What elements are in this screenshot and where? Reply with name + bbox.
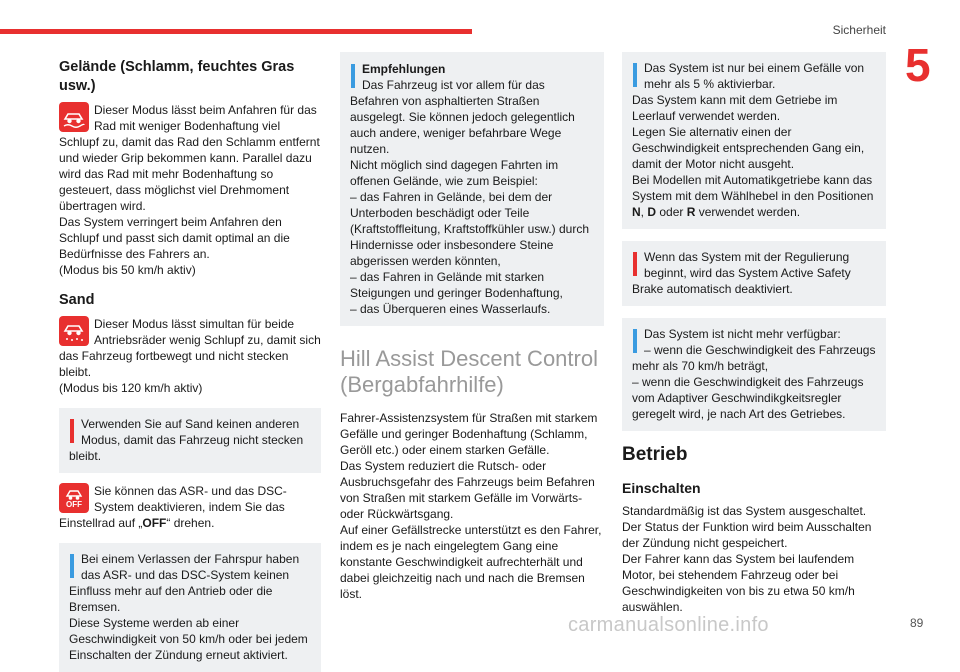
info-na-text-3: – wenn die Geschwindigkeit des Fahrzeugs vom Adaptiver Geschwindikgkeitsregler geregelt wird, je nach Art des Getriebes. — [632, 375, 864, 421]
asr-text: Sie können das ASR- und das DSC-System deaktivieren, indem Sie das Einstellrad auf „OFF“ drehen. — [59, 484, 287, 530]
gelaende-note: (Modus bis 50 km/h aktiv) — [59, 263, 196, 277]
recommendations-text-4: – das Fahren in Gelände mit starken Steigungen und geringer Bodenhaftung, — [350, 270, 563, 300]
hill-text-1: Fahrer-Assistenzsystem für Straßen mit starkem Gefälle und geringer Bodenhaftung (Schlamm, Geröll etc.) oder einem starken Gefälle. — [340, 411, 598, 457]
info-box-slope — [622, 52, 886, 229]
page-number: 89 — [910, 616, 924, 630]
info-icon — [70, 554, 74, 578]
recommendations-text-5: – das Überqueren eines Wasserlaufs. — [350, 302, 551, 316]
header-red-bar — [0, 29, 472, 34]
heading-gelaende: Gelände (Schlamm, feuchtes Gras usw.) — [59, 59, 295, 94]
warning-box-brake — [622, 241, 886, 306]
off-label: OFF — [66, 500, 82, 509]
recommendations-text-2: Nicht möglich sind dagegen Fahrten im offenen Gelände, wie zum Beispiel: — [350, 158, 559, 188]
info-box-recommendations — [340, 52, 604, 326]
gelaende-block — [59, 102, 321, 214]
sand-text: Dieser Modus lässt simultan für beide Antriebsräder wenig Schlupf zu, damit sich das Fahrzeug fortbewegt und nicht stecken bleibt. — [59, 317, 321, 379]
mud-mode-icon — [59, 102, 89, 132]
gelaende-text: Dieser Modus lässt beim Anfahren für das Rad mit weniger Bodenhaftung viel Schlupf zu, damit das Rad den Schlamm entfernt und wieder Grip bekommen kann. Parallel dazu wird das Rad mit mehr Bodenhaftung so gesteuert, dass möglichst viel Drehmoment übertragen wird. — [59, 103, 320, 213]
info-na-text-1: Das System ist nicht mehr verfügbar: — [644, 327, 841, 341]
recommendations-text-1: Das Fahrzeug ist vor allem für das Befahren von asphaltierten Straßen ausgelegt. Sie können jedoch gelegentlich auch andere, weniger befahrbare Wege nutzen. — [350, 78, 575, 156]
info-na-text-2: – wenn die Geschwindigkeit des Fahrzeugs mehr als 70 km/h beträgt, — [632, 343, 876, 373]
sand-note: (Modus bis 120 km/h aktiv) — [59, 381, 203, 395]
column-middle — [340, 52, 604, 602]
heading-hill-assist: Hill Assist Descent Control (Bergabfahrhilfe) — [340, 346, 598, 397]
recommendations-title: Empfehlungen — [362, 62, 446, 76]
chapter-number: 5 — [905, 39, 931, 91]
warning-icon — [70, 419, 74, 443]
heading-sand: Sand — [59, 292, 95, 308]
gelaende-text-2: Das System verringert beim Anfahren den Schlupf und passt sich damit optimal an die Bedürfnisse des Fahrers an. — [59, 215, 290, 261]
warning-box-sand — [59, 408, 321, 473]
info-slope-text-4: Bei Modellen mit Automatikgetriebe kann das System mit dem Wählhebel in den Positionen N, D oder R verwendet werden. — [632, 173, 874, 219]
heading-betrieb: Betrieb — [622, 444, 688, 465]
info-icon — [633, 63, 637, 87]
einschalten-text-2: Der Status der Funktion wird beim Ausschalten der Zündung nicht gespeichert. — [622, 520, 872, 550]
info-leave-text-1: Bei einem Verlassen der Fahrspur haben das ASR- und das DSC-System keinen Einfluss mehr auf den Antrieb oder die Bremsen. — [69, 552, 300, 614]
asr-block — [59, 483, 321, 531]
asr-off-icon — [59, 483, 89, 513]
hill-text-2: Das System reduziert die Rutsch- oder Ausbruchsgefahr des Fahrzeugs beim Befahren von Straßen mit starkem Gefälle im Vorwärts- oder Rückwärtsgang. — [340, 459, 595, 521]
sand-mode-icon — [59, 316, 89, 346]
heading-einschalten: Einschalten — [622, 480, 701, 496]
sand-block — [59, 316, 321, 380]
warning-sand-text: Verwenden Sie auf Sand keinen anderen Modus, damit das Fahrzeug nicht stecken bleibt. — [69, 417, 304, 463]
hill-text-3: Auf einer Gefällstrecke unterstützt es den Fahrer, indem es je nach eingelegtem Gang eine konstante Geschwindigkeit aufrechterhält und dabei gleichzeitig nach und nach die Bremsen löst. — [340, 523, 602, 601]
info-box-leave-lane — [59, 543, 321, 672]
einschalten-text-3: Der Fahrer kann das System bei laufendem Motor, bei stehendem Fahrzeug oder bei Geschwindigkeiten von bis zu etwa 50 km/h auswählen. — [622, 552, 855, 614]
recommendations-text-3: – das Fahren in Gelände, bei dem der Unterboden beschädigt oder Teile (Kraftstoffleitung, Kraftstoffkühler usw.) durch Hindernisse oder insbesondere Steine abgerissen werden könnten, — [350, 190, 590, 268]
header-section-title: Sicherheit — [832, 23, 886, 37]
einschalten-text-1: Standardmäßig ist das System ausgeschaltet. — [622, 504, 867, 518]
info-icon — [633, 329, 637, 353]
info-leave-text-2: Diese Systeme werden ab einer Geschwindigkeit von 50 km/h oder bei jedem Einschalten der Zündung erneut aktiviert. — [69, 616, 308, 662]
warning-brake-text: Wenn das System mit der Regulierung beginnt, wird das System Active Safety Brake automatisch deaktiviert. — [632, 250, 851, 296]
info-icon — [351, 64, 355, 88]
warning-icon — [633, 252, 637, 276]
info-slope-text-3: Legen Sie alternativ einen der Geschwindigkeit entsprechenden Gang ein, damit der Motor nicht ausgeht. — [632, 125, 865, 171]
column-right — [622, 52, 886, 615]
column-left — [59, 52, 321, 672]
info-slope-text-2: Das System kann mit dem Getriebe im Leerlauf verwendet werden. — [632, 93, 838, 123]
watermark: carmanualsonline.info — [568, 614, 769, 636]
info-box-not-available — [622, 318, 886, 431]
info-slope-text-1: Das System ist nur bei einem Gefälle von mehr als 5 % aktivierbar. — [644, 61, 865, 91]
